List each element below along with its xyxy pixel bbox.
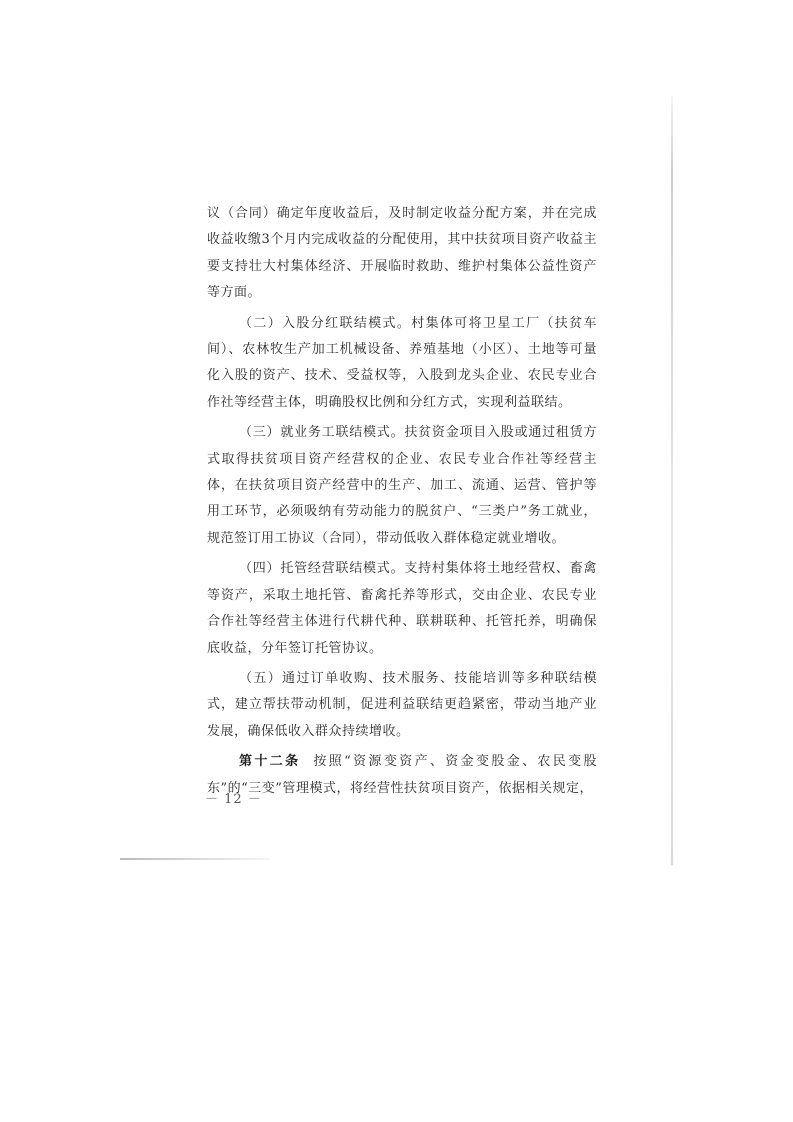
scan-edge-bottom (120, 858, 270, 860)
scan-edge-right (671, 95, 673, 865)
article-number: 第十二条 (239, 754, 301, 770)
paragraph-item-4: （四）托管经营联结模式。支持村集体将土地经营权、畜禽等资产，采取土地托管、畜禽托养等形式，交由企业、农民专业合作社等经营主体进行代耕代种、联耕联种、托管托养，明确保底收益，分年签订托管协议。 (207, 561, 597, 656)
paragraph-item-3: （三）就业务工联结模式。扶贫资金项目入股或通过租赁方式取得扶贫项目资产经营权的企业、农民专业合作社等经营主体，在扶贫项目资产经营中的生产、加工、流通、运营、管护等用工环节，必须吸纳有劳动能力的脱贫户、“三类户”务工就业，规范签订用工协议（合同），带动低收入群体稳定就业增收。 (207, 425, 597, 546)
paragraph-continued: 议（合同）确定年度收益后，及时制定收益分配方案，并在完成收益收缴3个月内完成收益的分配使用，其中扶贫项目资产收益主要支持壮大村集体经济、开展临时救助、维护村集体公益性资产等方面。 (207, 206, 597, 301)
article-paragraph (207, 749, 597, 802)
body-text (207, 201, 597, 806)
article-text: 按照“资源变资产、资金变股金、农民变股东”的“三变”管理模式，将经营性扶贫项目资产，依据相关规定， (207, 754, 597, 796)
page-number: － 12 － (205, 792, 262, 807)
paragraph-item-2: （二）入股分红联结模式。村集体可将卫星工厂（扶贫车间）、农林牧生产加工机械设备、养殖基地（小区）、土地等可量化入股的资产、技术、受益权等，入股到龙头企业、农民专业合作社等经营主体，明确股权比例和分红方式，实现利益联结。 (207, 315, 597, 410)
paragraph-item-5: （五）通过订单收购、技术服务、技能培训等多种联结模式，建立帮扶带动机制，促进利益联结更趋紧密，带动当地产业发展，确保低收入群众持续增收。 (207, 670, 597, 739)
